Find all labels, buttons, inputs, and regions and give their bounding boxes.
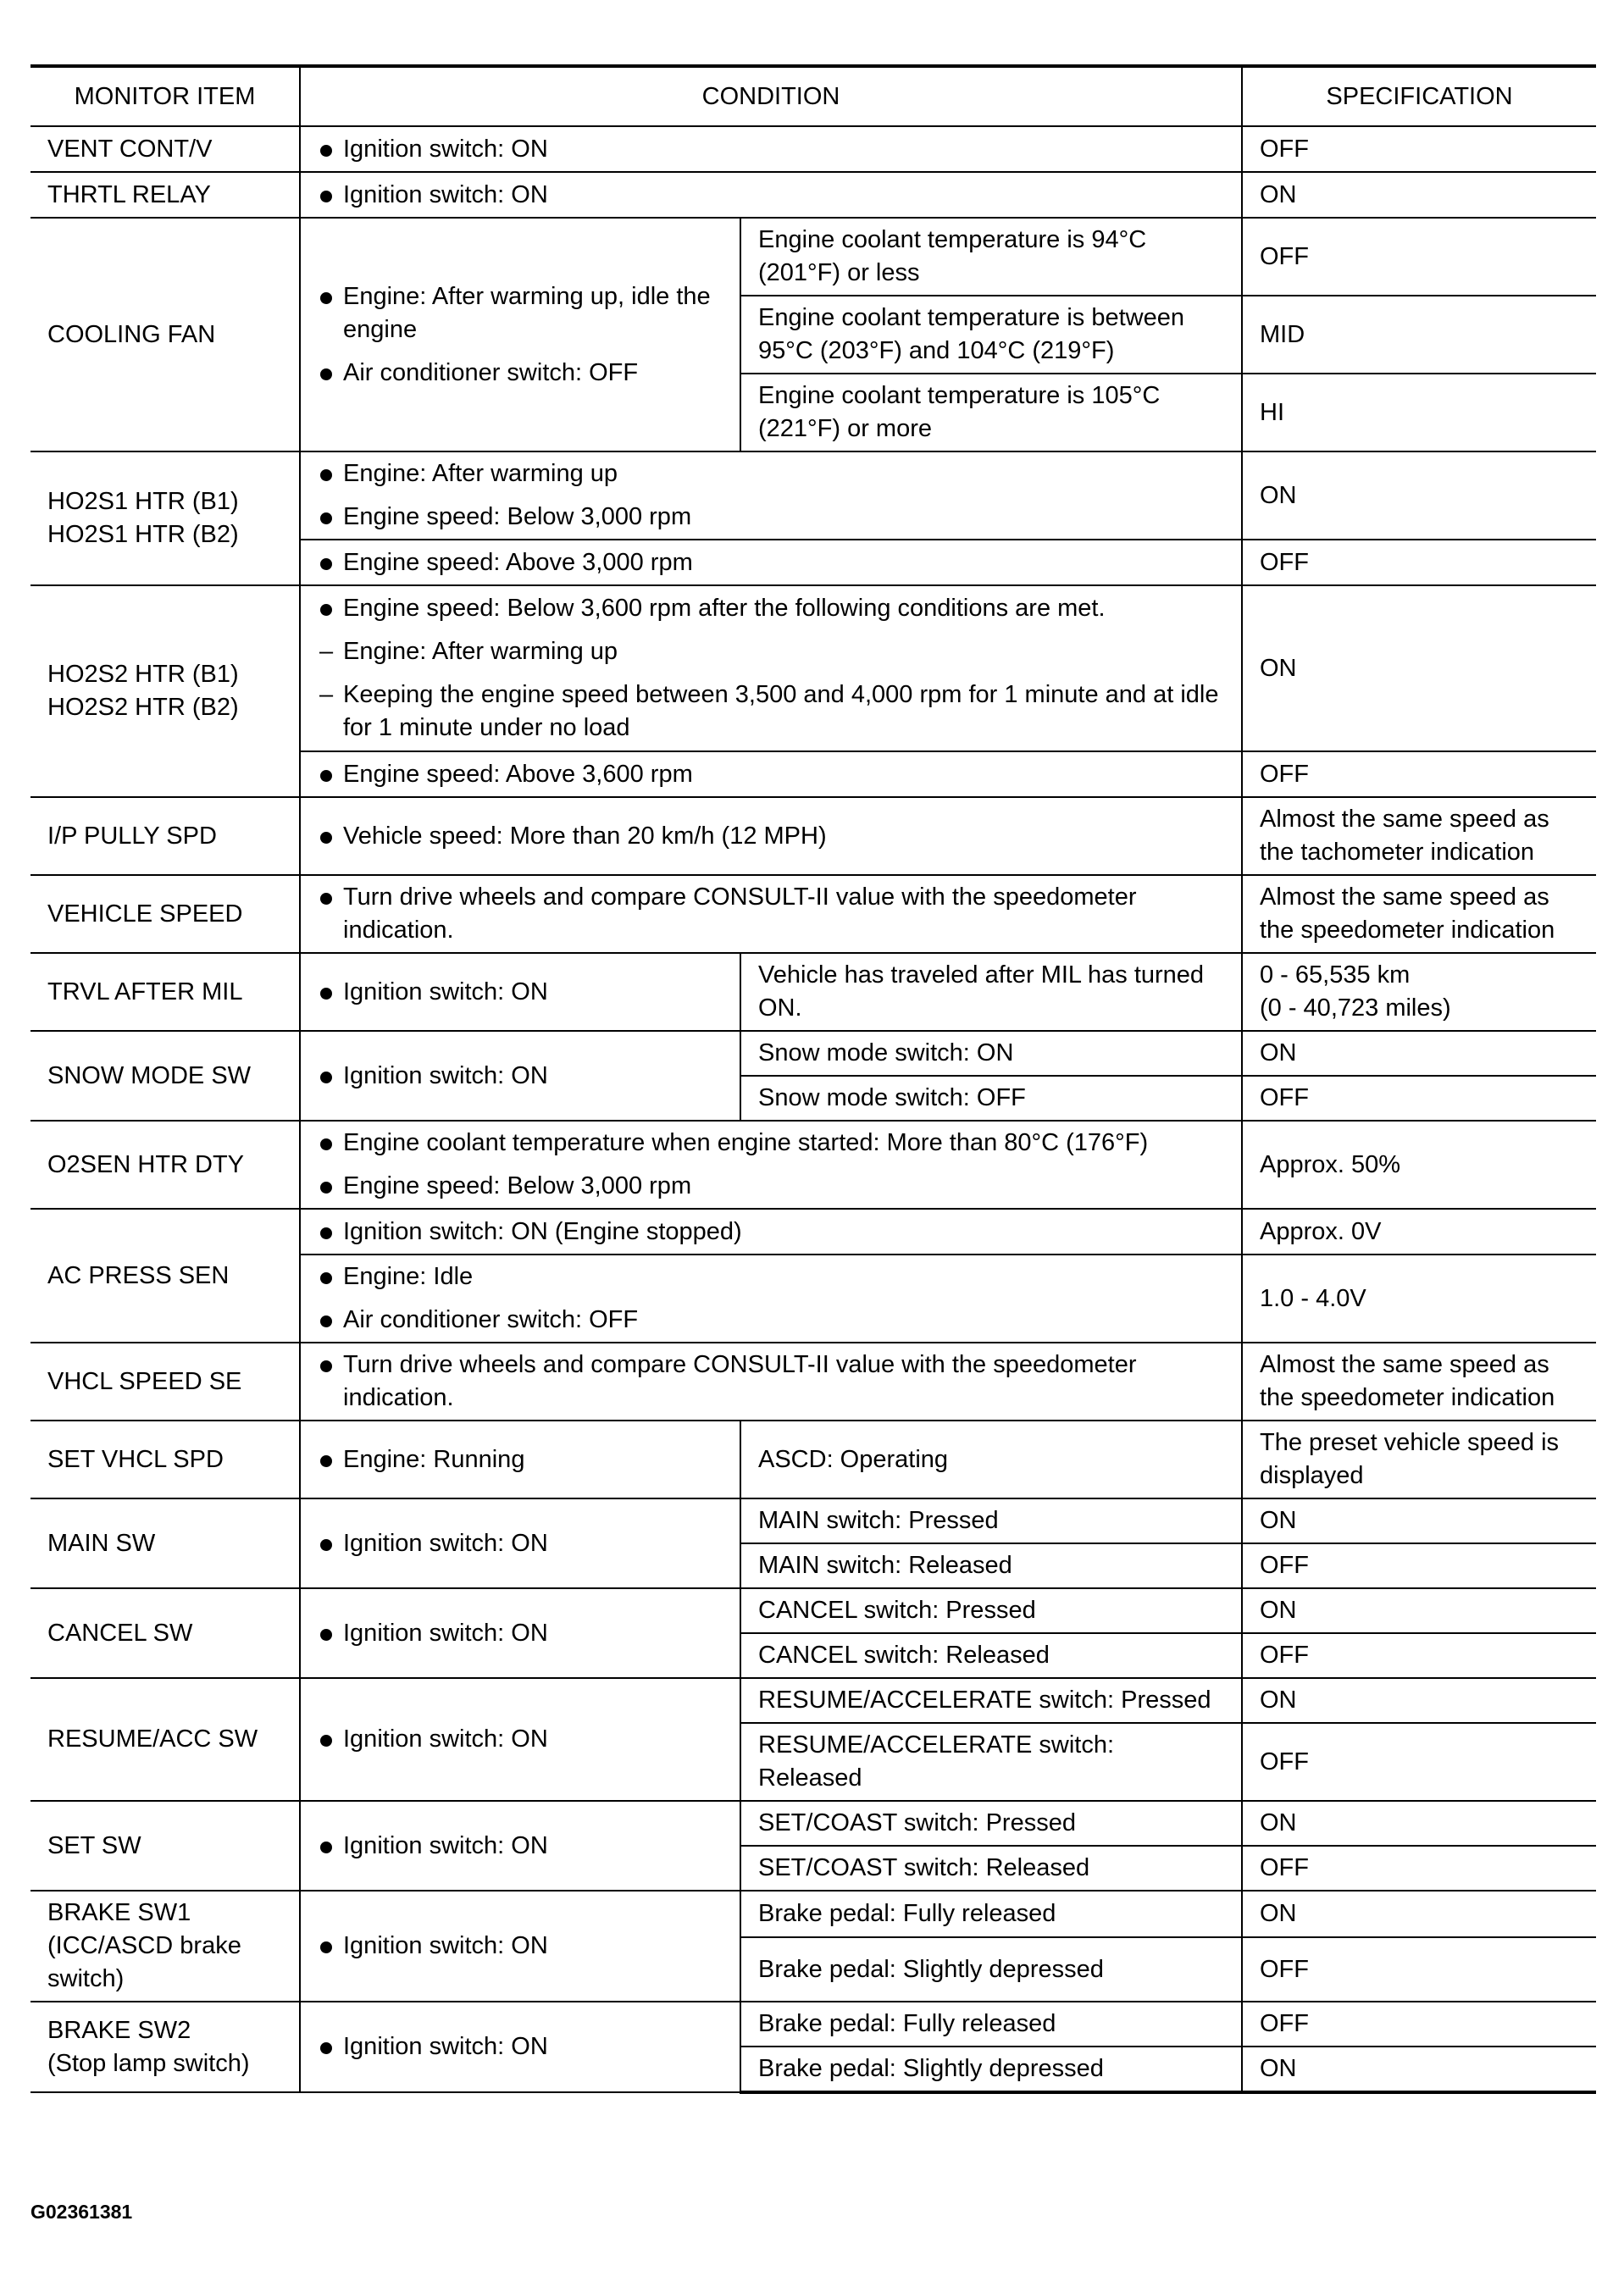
condition-bullet: Engine coolant temperature when engine started: More than 80°C (176°F) [318, 1127, 1224, 1160]
sub-condition: ASCD: Operating [740, 1421, 1242, 1498]
table-row [30, 1678, 1596, 1723]
text-line: 0 - 65,535 km [1260, 961, 1411, 989]
condition-cell [300, 172, 1242, 218]
specification: ON [1242, 172, 1596, 218]
specification: ON [1242, 1801, 1596, 1846]
table-row [30, 797, 1596, 875]
condition-cell [300, 218, 740, 451]
header-condition: CONDITION [300, 66, 1242, 126]
monitor-item: VEHICLE SPEED [30, 875, 300, 953]
sub-condition: Brake pedal: Fully released [740, 1891, 1242, 1937]
table-header-row [30, 66, 1596, 126]
condition-cell [300, 1891, 740, 2002]
text-line: (ICC/ASCD brake switch) [47, 1932, 241, 1992]
sub-condition: CANCEL switch: Pressed [740, 1588, 1242, 1633]
monitor-item [30, 1209, 300, 1343]
sub-condition: Snow mode switch: OFF [740, 1076, 1242, 1121]
specification: ON [1242, 1031, 1596, 1076]
sub-condition: Vehicle has traveled after MIL has turned ON. [740, 953, 1242, 1031]
specification: Almost the same speed as the tachometer indication [1242, 797, 1596, 875]
specification: ON [1242, 451, 1596, 540]
text-line: BRAKE SW2 [47, 2016, 191, 2044]
specification: OFF [1242, 1076, 1596, 1121]
condition-cell [300, 1801, 740, 1891]
specification: The preset vehicle speed is displayed [1242, 1421, 1596, 1498]
specification: HI [1242, 374, 1596, 451]
condition-bullet: Ignition switch: ON [318, 976, 723, 1009]
monitor-item: RESUME/ACC SW [30, 1678, 300, 1801]
condition-bullet: Turn drive wheels and compare CONSULT-II value with the speedometer indication. [318, 1349, 1224, 1415]
condition-bullet: Engine: Running [318, 1443, 723, 1476]
sub-condition: Brake pedal: Slightly depressed [740, 1937, 1242, 2002]
condition-cell [300, 585, 1242, 751]
table-row [30, 1891, 1596, 1937]
monitor-item: SNOW MODE SW [30, 1031, 300, 1121]
sub-condition: Engine coolant temperature is 94°C (201°F) or less [740, 218, 1242, 296]
condition-bullet: Engine: Idle [318, 1260, 1224, 1293]
table-row [30, 218, 1596, 296]
sub-condition: Brake pedal: Fully released [740, 2002, 1242, 2047]
text-line: HO2S2 HTR (B1) [47, 661, 239, 688]
header-specification: SPECIFICATION [1242, 66, 1596, 126]
condition-bullet: Ignition switch: ON [318, 1830, 723, 1863]
condition-cell [300, 2002, 740, 2092]
header-monitor-item: MONITOR ITEM [30, 66, 300, 126]
sub-condition: MAIN switch: Pressed [740, 1498, 1242, 1543]
sub-condition: MAIN switch: Released [740, 1543, 1242, 1588]
condition-bullet: Turn drive wheels and compare CONSULT-II value with the speedometer indication. [318, 881, 1224, 947]
sub-condition: SET/COAST switch: Released [740, 1846, 1242, 1891]
table-row [30, 1031, 1596, 1076]
specification: Approx. 50% [1242, 1121, 1596, 1209]
monitor-item: VENT CONT/V [30, 126, 300, 172]
table-row [30, 451, 1596, 540]
specification: OFF [1242, 1543, 1596, 1588]
condition-bullet: Engine speed: Above 3,600 rpm [318, 758, 1224, 791]
condition-cell [300, 1421, 740, 1498]
sub-condition: Engine coolant temperature is between 95°C (203°F) and 104°C (219°F) [740, 296, 1242, 374]
text-line: BRAKE SW1 [47, 1899, 191, 1926]
monitor-item [30, 451, 300, 585]
condition-bullet: Engine speed: Above 3,000 rpm [318, 546, 1224, 579]
condition-cell [300, 1209, 1242, 1255]
sub-condition: Snow mode switch: ON [740, 1031, 1242, 1076]
condition-bullet: Ignition switch: ON [318, 179, 1224, 212]
condition-cell [300, 126, 1242, 172]
condition-bullet: Engine speed: Below 3,000 rpm [318, 501, 1224, 534]
text-line: HO2S1 HTR (B2) [47, 521, 239, 548]
monitor-item: THRTL RELAY [30, 172, 300, 218]
table-row [30, 953, 1596, 1031]
condition-bullet: Ignition switch: ON [318, 1060, 723, 1093]
specification: OFF [1242, 751, 1596, 797]
condition-bullet: Vehicle speed: More than 20 km/h (12 MPH) [318, 820, 1224, 853]
condition-bullet: Ignition switch: ON [318, 133, 1224, 166]
condition-bullet: Ignition switch: ON [318, 1930, 723, 1963]
monitor-item [30, 1891, 300, 2002]
specification: OFF [1242, 1723, 1596, 1801]
condition-dash-item: – Engine: After warming up [318, 635, 1224, 668]
condition-bullet: Ignition switch: ON [318, 1617, 723, 1650]
condition-bullet: Ignition switch: ON [318, 2030, 723, 2063]
table-row [30, 126, 1596, 172]
specification: ON [1242, 1588, 1596, 1633]
specification: OFF [1242, 218, 1596, 296]
text-line: (0 - 40,723 miles) [1260, 994, 1451, 1022]
table-row [30, 1421, 1596, 1498]
table-row [30, 1801, 1596, 1846]
monitor-item: MAIN SW [30, 1498, 300, 1588]
condition-cell [300, 953, 740, 1031]
condition-bullet: Ignition switch: ON (Engine stopped) [318, 1216, 1224, 1249]
sub-condition: Brake pedal: Slightly depressed [740, 2047, 1242, 2092]
specification: 1.0 - 4.0V [1242, 1255, 1596, 1343]
condition-cell [300, 875, 1242, 953]
specification: ON [1242, 1498, 1596, 1543]
specification: OFF [1242, 540, 1596, 585]
condition-cell [300, 540, 1242, 585]
condition-bullet: Engine: After warming up, idle the engine [318, 280, 723, 346]
monitor-item [30, 585, 300, 797]
monitor-item: COOLING FAN [30, 218, 300, 451]
condition-bullet: Ignition switch: ON [318, 1527, 723, 1560]
monitor-item: SET SW [30, 1801, 300, 1891]
condition-bullet: Ignition switch: ON [318, 1723, 723, 1756]
specification [1242, 953, 1596, 1031]
specification: ON [1242, 585, 1596, 751]
condition-cell [300, 1498, 740, 1588]
sub-condition: Engine coolant temperature is 105°C (221°F) or more [740, 374, 1242, 451]
sub-condition: SET/COAST switch: Pressed [740, 1801, 1242, 1846]
condition-bullet: Engine: After warming up [318, 457, 1224, 490]
table-row [30, 1209, 1596, 1255]
condition-cell [300, 797, 1242, 875]
monitor-item: SET VHCL SPD [30, 1421, 300, 1498]
sub-condition: CANCEL switch: Released [740, 1633, 1242, 1678]
specification: Almost the same speed as the speedometer indication [1242, 1343, 1596, 1421]
condition-cell [300, 751, 1242, 797]
table-row [30, 172, 1596, 218]
specification: ON [1242, 1678, 1596, 1723]
monitor-item: VHCL SPEED SE [30, 1343, 300, 1421]
sub-condition: RESUME/ACCELERATE switch: Released [740, 1723, 1242, 1801]
specification: OFF [1242, 1937, 1596, 2002]
monitor-item: I/P PULLY SPD [30, 797, 300, 875]
figure-code: G02361381 [30, 2201, 133, 2223]
table-row [30, 1498, 1596, 1543]
text-line: HO2S1 HTR (B1) [47, 488, 239, 515]
condition-cell [300, 1343, 1242, 1421]
sub-condition: RESUME/ACCELERATE switch: Pressed [740, 1678, 1242, 1723]
specification: OFF [1242, 2002, 1596, 2047]
monitor-item [30, 2002, 300, 2092]
specification: OFF [1242, 126, 1596, 172]
text-line: AC PRESS SEN [47, 1261, 230, 1289]
monitor-item: TRVL AFTER MIL [30, 953, 300, 1031]
condition-cell [300, 1588, 740, 1678]
specification: OFF [1242, 1633, 1596, 1678]
condition-cell [300, 1678, 740, 1801]
condition-bullet: Air conditioner switch: OFF [318, 357, 723, 390]
text-line: HO2S2 HTR (B2) [47, 694, 239, 721]
condition-bullet: Engine speed: Below 3,600 rpm after the following conditions are met. [318, 592, 1224, 625]
table-row [30, 585, 1596, 751]
table-row [30, 1343, 1596, 1421]
text-line: (Stop lamp switch) [47, 2049, 250, 2077]
specification: OFF [1242, 1846, 1596, 1891]
specification: ON [1242, 1891, 1596, 1937]
specification: MID [1242, 296, 1596, 374]
specification: ON [1242, 2047, 1596, 2092]
monitor-item-table [30, 64, 1596, 2094]
monitor-item: CANCEL SW [30, 1588, 300, 1678]
table-row [30, 2002, 1596, 2047]
condition-cell [300, 451, 1242, 540]
specification: Almost the same speed as the speedometer indication [1242, 875, 1596, 953]
condition-cell [300, 1255, 1242, 1343]
table-row [30, 875, 1596, 953]
condition-cell [300, 1031, 740, 1121]
monitor-item: O2SEN HTR DTY [30, 1121, 300, 1209]
specification: Approx. 0V [1242, 1209, 1596, 1255]
condition-bullet: Air conditioner switch: OFF [318, 1304, 1224, 1337]
condition-bullet: Engine speed: Below 3,000 rpm [318, 1170, 1224, 1203]
condition-cell [300, 1121, 1242, 1209]
table-row [30, 1588, 1596, 1633]
table-row [30, 1121, 1596, 1209]
condition-dash-item: – Keeping the engine speed between 3,500 and 4,000 rpm for 1 minute and at idle for 1 minute under no load [318, 679, 1224, 745]
